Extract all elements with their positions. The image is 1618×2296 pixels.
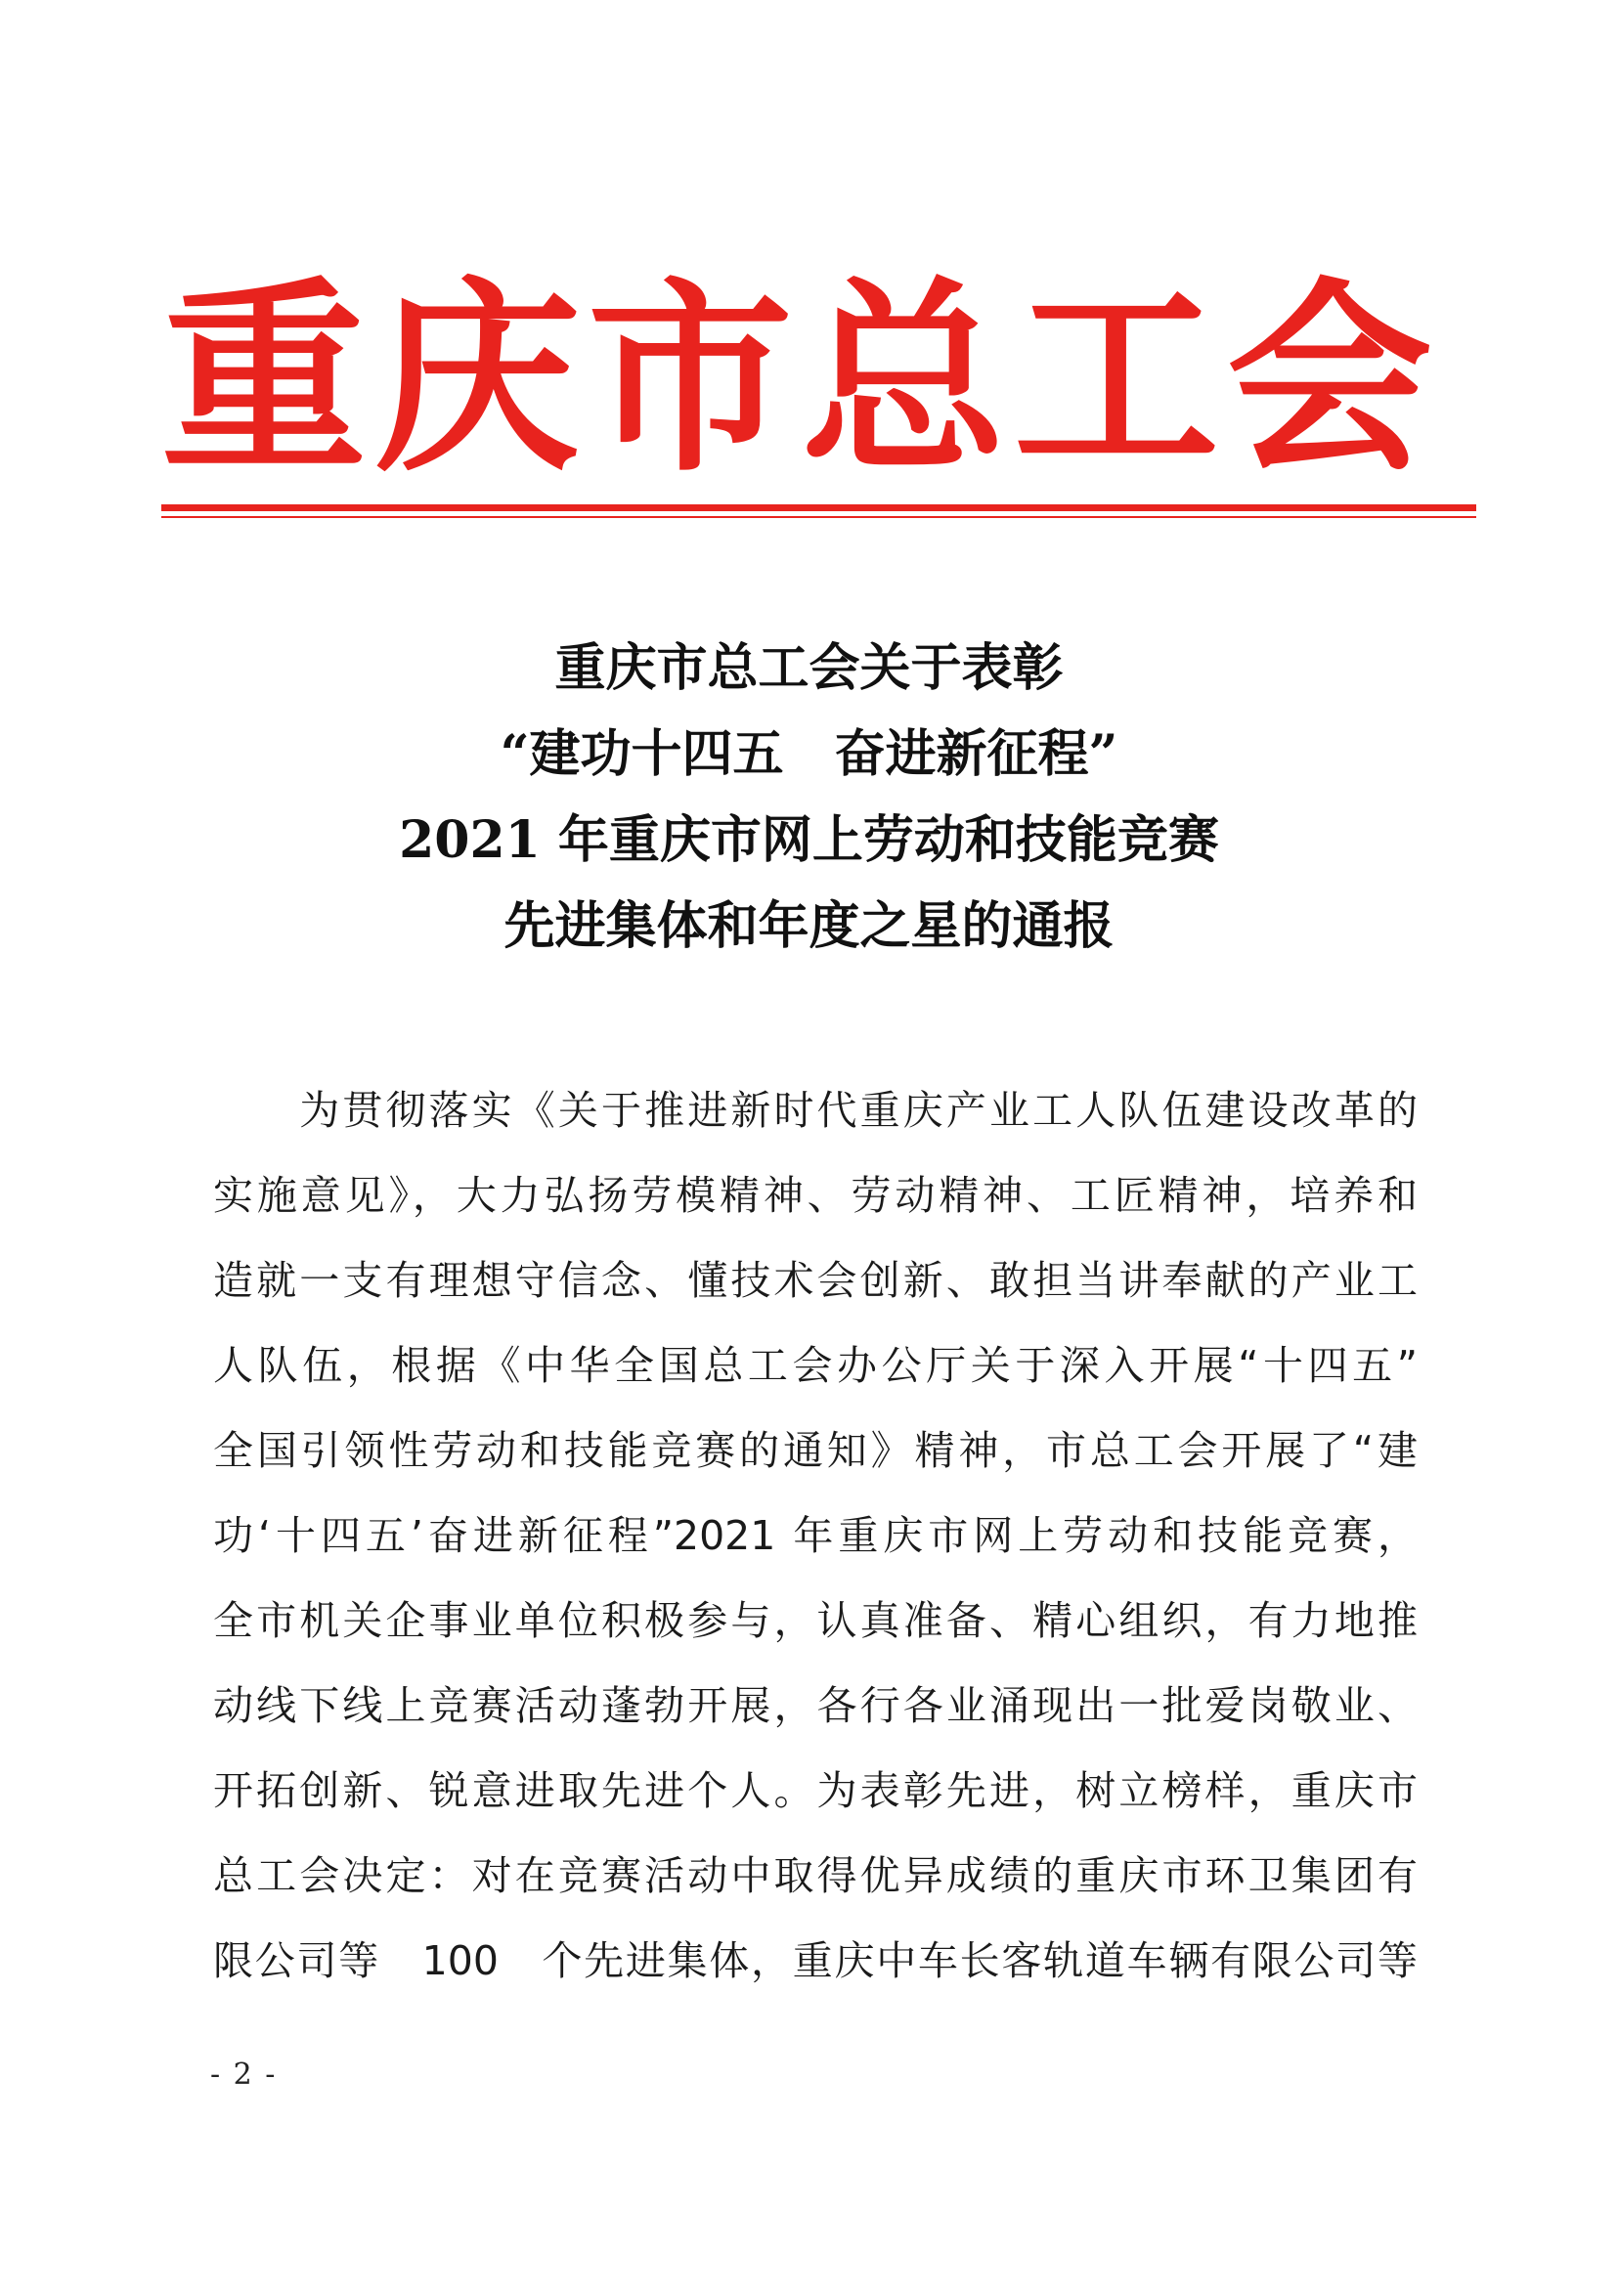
masthead-char: 工 xyxy=(1013,257,1219,499)
body-line: 开拓创新、锐意进取先进个人。为表彰先进，树立榜样，重庆市 xyxy=(213,1767,1418,1814)
body-line: 动线下线上竞赛活动蓬勃开展，各行各业涌现出一批爱岗敬业、 xyxy=(213,1682,1418,1729)
title-line: “建功十四五 奋进新征程” xyxy=(500,724,1118,784)
body-line: 总工会决定：对在竞赛活动中取得优异成绩的重庆市环卫集团有 xyxy=(213,1852,1418,1899)
masthead-char: 总 xyxy=(800,257,1006,499)
masthead-char: 重 xyxy=(161,257,368,499)
masthead-divider-thick xyxy=(161,504,1476,511)
body-line: 实施意见》，大力弘扬劳模精神、劳动精神、工匠精神，培养和 xyxy=(213,1172,1418,1219)
masthead-divider-thin xyxy=(161,516,1476,518)
masthead-title xyxy=(161,257,1432,499)
masthead-char: 市 xyxy=(587,257,793,499)
masthead-char: 会 xyxy=(1226,257,1432,499)
body-line: 人队伍，根据《中华全国总工会办公厅关于深入开展“十四五” xyxy=(213,1342,1418,1389)
title-line: 2021 年重庆市网上劳动和技能竞赛 xyxy=(399,810,1219,870)
body-line: 为贯彻落实《关于推进新时代重庆产业工人队伍建设改革的 xyxy=(213,1087,1418,1134)
body-line: 造就一支有理想守信念、懂技术会创新、敢担当讲奉献的产业工 xyxy=(213,1257,1418,1304)
title-line: 重庆市总工会关于表彰 xyxy=(554,638,1064,698)
body-line: 全国引领性劳动和技能竞赛的通知》精神，市总工会开展了“建 xyxy=(213,1427,1418,1474)
body-line: 全市机关企事业单位积极参与，认真准备、精心组织，有力地推 xyxy=(213,1597,1418,1644)
body-line: 限公司等 100 个先进集体，重庆中车长客轨道车辆有限公司等 xyxy=(213,1937,1418,1984)
body-paragraph xyxy=(213,1068,1418,2004)
body-line: 功‘十四五’奋进新征程”2021 年重庆市网上劳动和技能竞赛， xyxy=(213,1512,1418,1559)
page-number: - 2 - xyxy=(210,2058,278,2092)
title-line: 先进集体和年度之星的通报 xyxy=(503,896,1115,956)
masthead-char: 庆 xyxy=(373,257,580,499)
document-title xyxy=(0,626,1618,970)
